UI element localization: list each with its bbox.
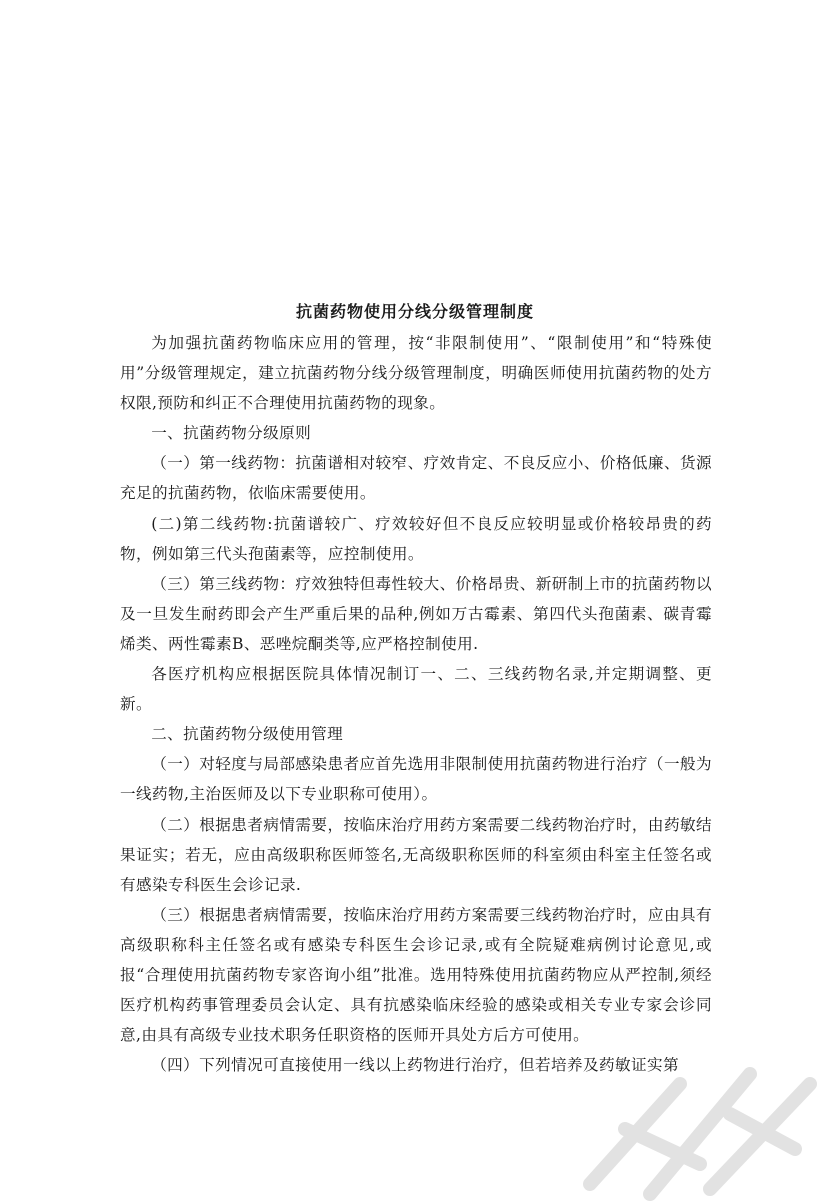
- paragraph-first-line: （一）第一线药物：抗菌谱相对较窄、疗效肯定、不良反应小、价格低廉、货源充足的抗菌药物，依临床需要使用。: [120, 454, 712, 503]
- paragraph-usage-2: （二）根据患者病情需要，按临床治疗用药方案需要二线药物治疗时，由药敏结果证实；若无，应由高级职称医师签名,无高级职称医师的科室须由科室主任签名或有感染专科医生会诊记录.: [120, 815, 712, 894]
- section-heading-2: 二、抗菌药物分级使用管理: [151, 725, 344, 744]
- document-body: [120, 328, 712, 1080]
- paragraph-second-line: (二)第二线药物:抗菌谱较广、疗效较好但不良反应较明显或价格较昂贵的药物，例如第三代头孢菌素等，应控制使用。: [120, 514, 712, 563]
- paragraph-third-line: （三）第三线药物：疗效独特但毒性较大、价格昂贵、新研制上市的抗菌药物以及一旦发生耐药即会产生严重后果的品种,例如万古霉素、第四代头孢菌素、碳青霉烯类、两性霉素B、恶唑烷酮类等,应严格控制使用.: [120, 574, 712, 653]
- paragraph-catalog: 各医疗机构应根据医院具体情况制订一、二、三线药物名录,并定期调整、更新。: [120, 665, 712, 714]
- paragraph-usage-3: （三）根据患者病情需要，按临床治疗用药方案需要三线药物治疗时，应由具有高级职称科主任签名或有感染专科医生会诊记录,或有全院疑难病例讨论意见,或报“合理使用抗菌药物专家咨询小组”批准。选用特殊使用抗菌药物应从严控制,须经医疗机构药事管理委员会认定、具有抗感染临床经验的感染或相关专业专家会诊同意,由具有高级专业技术职务任职资格的医师开具处方后方可使用。: [120, 905, 712, 1045]
- paragraph-usage-4: （四）下列情况可直接使用一线以上药物进行治疗，但若培养及药敏证实第: [151, 1056, 679, 1075]
- section-heading-1: 一、抗菌药物分级原则: [151, 424, 312, 443]
- paragraph-intro: 为加强抗菌药物临床应用的管理，按“非限制使用”、“限制使用”和“特殊使用”分级管理规定，建立抗菌药物分线分级管理制度，明确医师使用抗菌药物的处方权限,预防和纠正不合理使用抗菌药物的现象。: [120, 334, 712, 413]
- document-title: 抗菌药物使用分线分级管理制度: [295, 302, 534, 321]
- paragraph-usage-1: （一）对轻度与局部感染患者应首先选用非限制使用抗菌药物进行治疗（一般为一线药物,主治医师及以下专业职称可使用）。: [120, 755, 712, 804]
